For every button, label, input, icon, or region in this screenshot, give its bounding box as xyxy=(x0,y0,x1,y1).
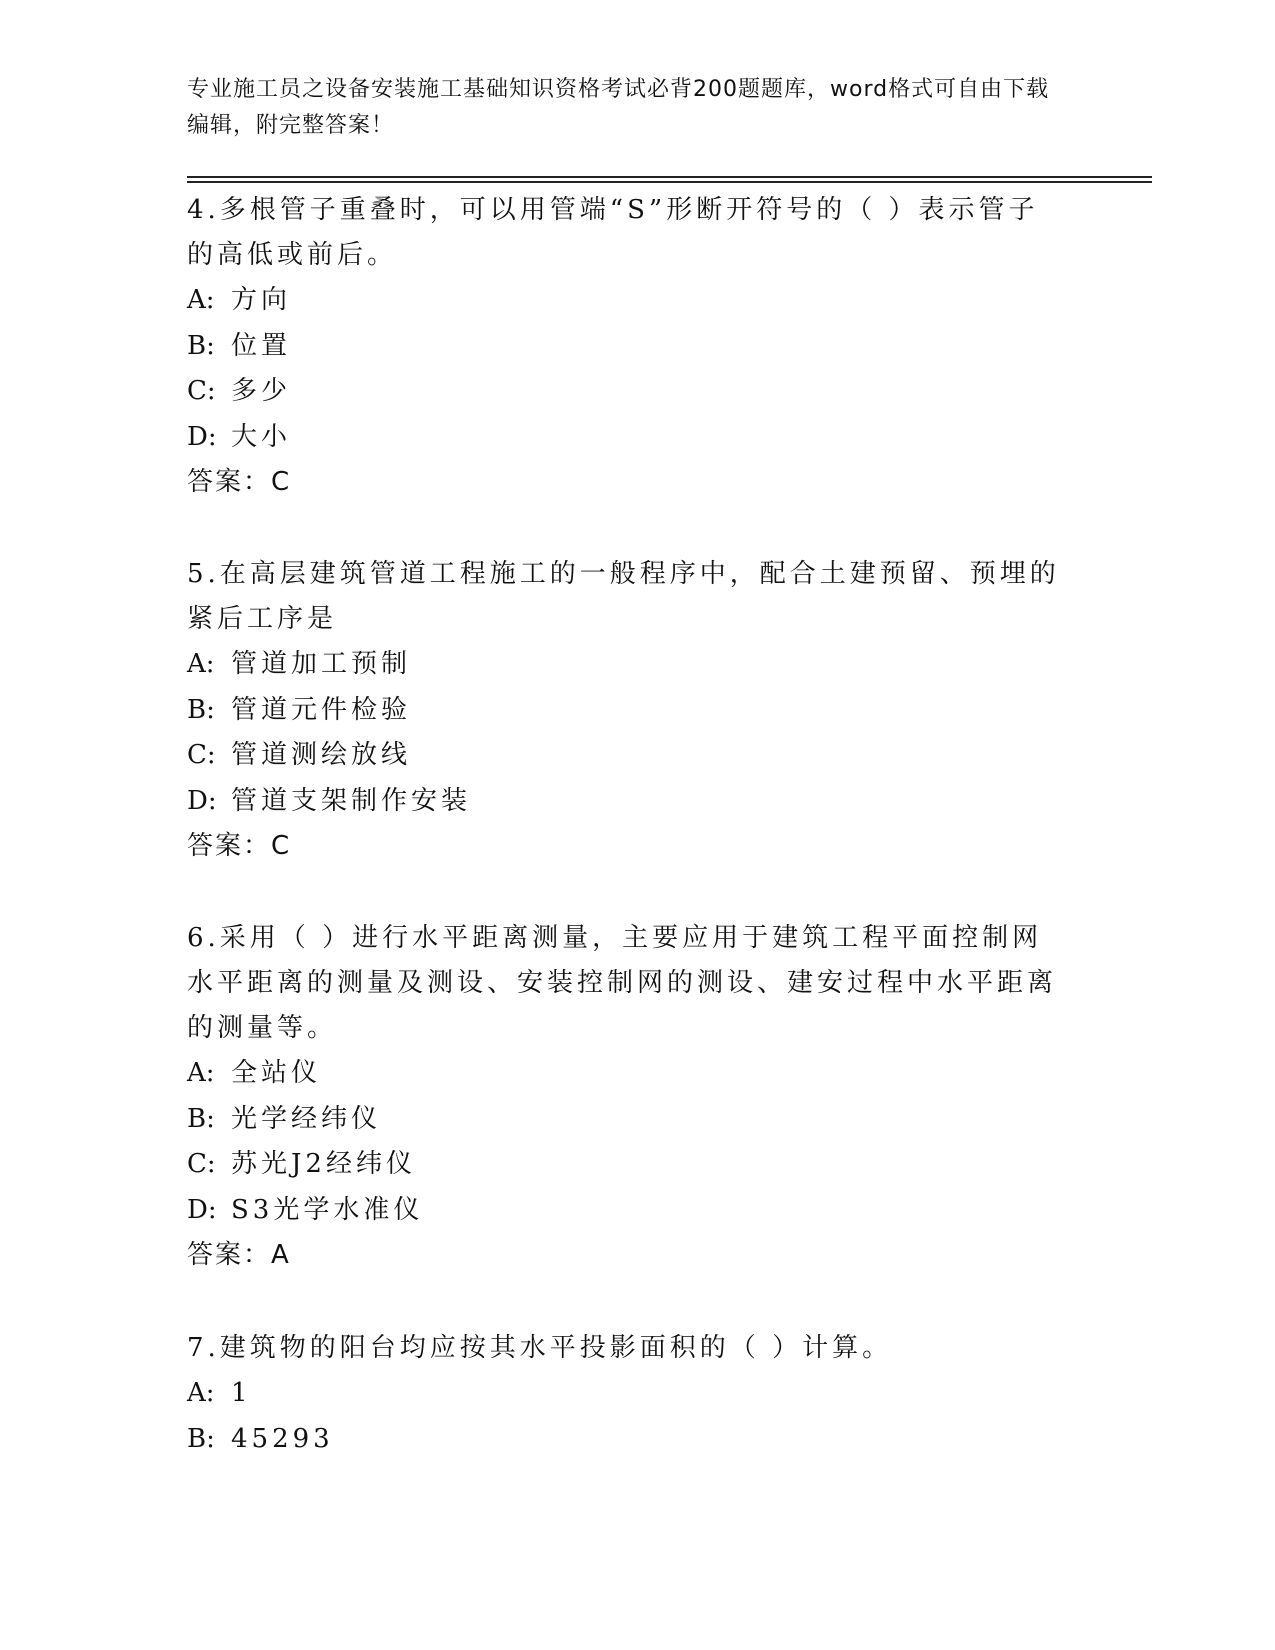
option-text: 管道支架制作安装 xyxy=(231,785,472,816)
option-text: 方向 xyxy=(231,285,292,315)
option-text: 大小 xyxy=(231,421,292,452)
option-letter: D: xyxy=(187,421,217,452)
document-header: 专业施工员之设备安装施工基础知识资格考试必背200题题库，word格式可自由下载编辑，附完整答案！ xyxy=(187,77,1050,138)
option-letter: A: xyxy=(187,1378,215,1408)
question-stem: 7.建筑物的阳台均应按其水平投影面积的（ ）计算。 xyxy=(187,1333,893,1363)
option-c xyxy=(187,733,1067,779)
option-a xyxy=(187,1371,1067,1417)
option-letter: B: xyxy=(187,694,215,725)
option-letter: D: xyxy=(187,785,217,816)
option-b xyxy=(187,688,1067,734)
option-letter: A: xyxy=(187,285,215,315)
option-b xyxy=(187,324,1067,370)
option-letter: B: xyxy=(187,1423,215,1454)
option-d xyxy=(187,779,1067,825)
option-c xyxy=(187,369,1067,415)
answer-line: 答案：A xyxy=(187,1240,291,1270)
header-divider-double xyxy=(187,181,1152,183)
question-stem: 6.采用（ ）进行水平距离测量，主要应用于建筑工程平面控制网水平距离的测量及测设、安装控制网的测设、建安过程中水平距离的测量等。 xyxy=(187,923,1058,1043)
option-c xyxy=(187,1142,1067,1188)
answer-line: 答案：C xyxy=(187,831,292,861)
option-a xyxy=(187,642,1067,688)
question-4 xyxy=(187,188,1067,505)
option-letter: C: xyxy=(187,376,216,406)
option-letter: A: xyxy=(187,1058,215,1088)
question-6 xyxy=(187,916,1067,1278)
option-letter: B: xyxy=(187,1103,215,1134)
option-text: 全站仪 xyxy=(231,1058,322,1088)
option-b xyxy=(187,1097,1067,1143)
option-text: 1 xyxy=(231,1378,252,1408)
option-a xyxy=(187,1051,1067,1097)
option-text: 位置 xyxy=(231,330,292,361)
option-letter: C: xyxy=(187,1149,216,1179)
question-7 xyxy=(187,1326,1067,1462)
question-5 xyxy=(187,552,1067,869)
answer-line: 答案：C xyxy=(187,467,292,497)
option-text: S3光学水准仪 xyxy=(231,1194,424,1225)
option-letter: B: xyxy=(187,330,215,361)
option-text: 管道加工预制 xyxy=(231,649,412,679)
option-d xyxy=(187,415,1067,461)
option-b xyxy=(187,1417,1067,1463)
header-divider xyxy=(187,176,1152,178)
option-letter: C: xyxy=(187,740,216,770)
option-text: 管道元件检验 xyxy=(231,694,412,725)
option-d xyxy=(187,1188,1067,1234)
question-stem: 5.在高层建筑管道工程施工的一般程序中，配合土建预留、预埋的紧后工序是 xyxy=(187,559,1060,634)
option-letter: D: xyxy=(187,1194,217,1225)
option-letter: A: xyxy=(187,649,215,679)
option-text: 光学经纬仪 xyxy=(231,1103,382,1134)
option-a xyxy=(187,278,1067,324)
question-stem: 4.多根管子重叠时，可以用管端“S”形断开符号的（ ）表示管子的高低或前后。 xyxy=(187,195,1039,270)
option-text: 45293 xyxy=(231,1423,334,1454)
option-text: 管道测绘放线 xyxy=(231,740,412,770)
option-text: 多少 xyxy=(231,376,292,406)
option-text: 苏光J2经纬仪 xyxy=(231,1149,416,1179)
